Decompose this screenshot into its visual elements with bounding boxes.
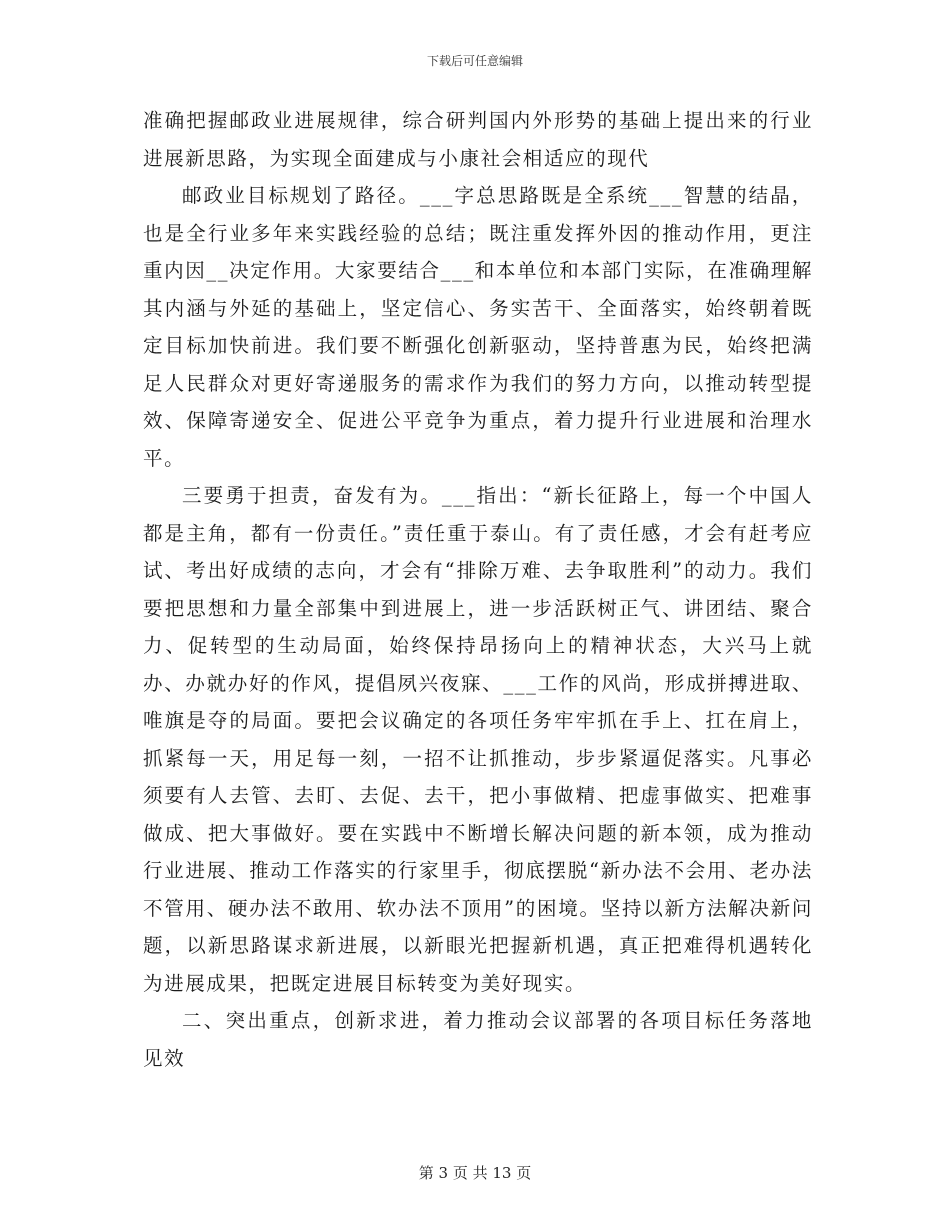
- paragraph-3: 三要勇于担责，奋发有为。___指出：“新长征路上，每一个中国人都是主角，都有一份责任。”责任重于泰山。有了责任感，才会有赶考应试、考出好成绩的志向，才会有“排除万难、去争取胜利”的动力。我们要把思想和力量全部集中到进展上，进一步活跃树正气、讲团结、聚合力、促转型的生动局面，始终保持昂扬向上的精神状态，大兴马上就办、办就办好的作风，提倡夙兴夜寐、___工作的风尚，形成拼搏进取、唯旗是夺的局面。要把会议确定的各项任务牢牢抓在手上、扛在肩上，抓紧每一天，用足每一刻，一招不让抓推动，步步紧逼促落实。凡事必须要有人去管、去盯、去促、去干，把小事做精、把虚事做实、把难事做成、把大事做好。要在实践中不断增长解决问题的新本领，成为推动行业进展、推动工作落实的行家里手，彻底摆脱“新办法不会用、老办法不管用、硬办法不敢用、软办法不顶用”的困境。坚持以新方法解决新问题，以新思路谋求新进展，以新眼光把握新机遇，真正把难得机遇转化为进展成果，把既定进展目标转变为美好现实。: [143, 484, 813, 995]
- page-footer: 第 3 页 共 13 页: [418, 1164, 532, 1182]
- document-body: [143, 102, 813, 1077]
- section-heading: 二、突出重点，创新求进，着力推动会议部署的各项目标任务落地见效: [143, 1009, 813, 1070]
- paragraph-1: 准确把握邮政业进展规律，综合研判国内外形势的基础上提出来的行业进展新思路，为实现全面建成与小康社会相适应的现代: [143, 109, 813, 170]
- page-header: 下载后可任意编辑: [426, 54, 523, 68]
- paragraph-2: 邮政业目标规划了路径。___字总思路既是全系统___智慧的结晶，也是全行业多年来实践经验的总结；既注重发挥外因的推动作用，更注重内因__决定作用。大家要结合___和本单位和本部门实际，在准确理解其内涵与外延的基础上，坚定信心、务实苦干、全面落实，始终朝着既定目标加快前进。我们要不断强化创新驱动，坚持普惠为民，始终把满足人民群众对更好寄递服务的需求作为我们的努力方向，以推动转型提效、保障寄递安全、促进公平竞争为重点，着力提升行业进展和治理水平。: [143, 184, 813, 470]
